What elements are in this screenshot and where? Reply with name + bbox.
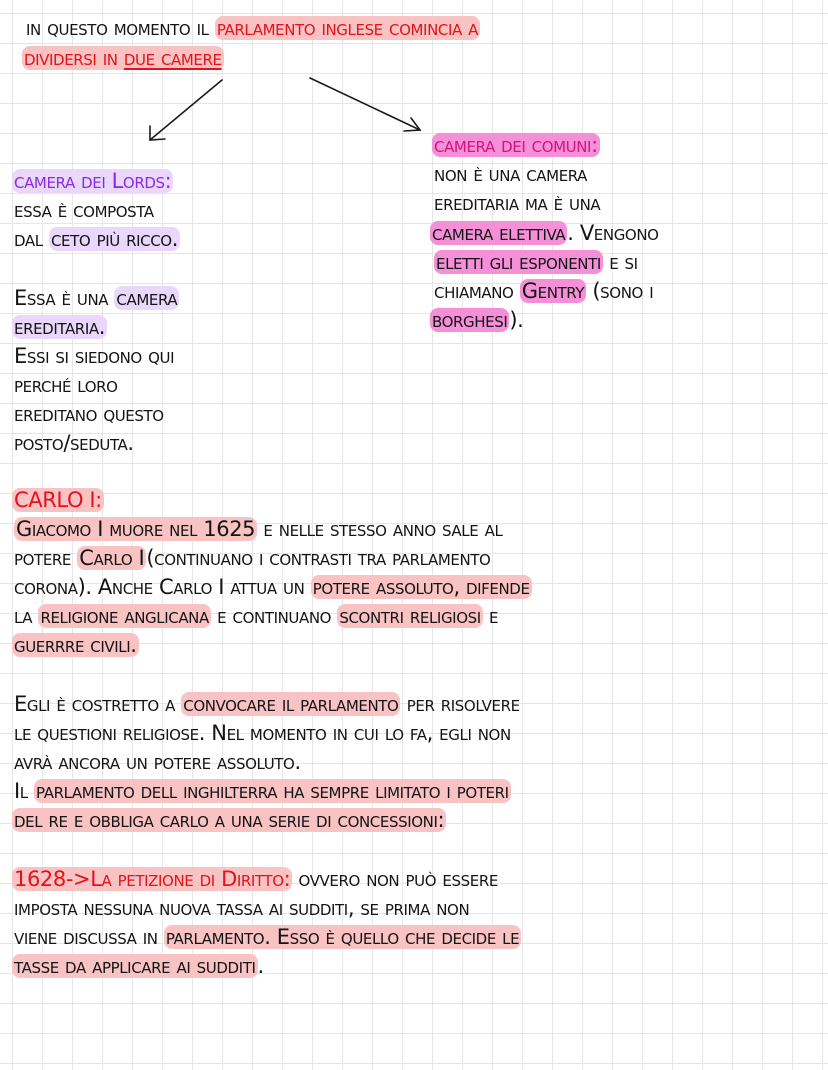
egli-line-1: Egli è costretto a convocare il parlamento per risolvere [14, 692, 520, 716]
petizione-line-2: imposta nessuna nuova tassa ai sudditi, se prima non [14, 896, 470, 920]
lords-line-7: ereditano questo [14, 402, 164, 426]
egli-line-4: Il parlamento dell inghilterra ha sempre limitato i poteri [14, 779, 509, 803]
carlo-line-5: guerrre civili. [14, 633, 137, 657]
arrow-left-icon [150, 80, 222, 140]
petizione-line-3: viene discussa in parlamento. Esso è quello che decide le [14, 925, 520, 949]
comuni-line-2: ereditaria ma è una [434, 191, 601, 215]
comuni-line-6: borghesi). [432, 308, 524, 332]
highlight-ceto: ceto più ricco. [50, 227, 178, 251]
highlight-parlamento: parlamento inglese comincia a [216, 16, 478, 40]
highlight-camera-elettiva: camera elettiva [432, 221, 566, 245]
arrow-right-icon [310, 78, 420, 130]
carlo-line-2: potere Carlo I(continuano i contrasti tra parlamento [14, 546, 491, 570]
carlo-line-3: corona). Anche Carlo I attua un potere assoluto, difende [14, 575, 530, 599]
egli-line-2: le questioni religiose. Nel momento in cui lo fa, egli non [14, 721, 511, 745]
highlight-petizione: 1628->La petizione di Diritto: [14, 867, 291, 891]
comuni-line-5: chiamano Gentry (sono i [434, 279, 654, 303]
lords-line-6: perché loro [14, 373, 118, 397]
underlined-due-camere: due camere [123, 46, 222, 70]
text: in questo momento il [26, 16, 215, 40]
lords-line-4: ereditaria. [14, 315, 105, 339]
comuni-line-3: camera elettiva. Vengono [432, 221, 659, 245]
carlo-line-4: la religione anglicana e continuano scontri religiosi e [14, 604, 499, 628]
carlo-title: CARLO I: [14, 488, 102, 512]
text: dividersi in [24, 46, 124, 70]
highlight-gentry: Gentry [521, 279, 585, 303]
lords-title: camera dei Lords: [14, 169, 172, 193]
branch-arrows [0, 0, 828, 160]
lords-line-5: Essi si siedono qui [14, 344, 175, 368]
lords-line-1: essa è composta [14, 198, 154, 222]
comuni-title: camera dei comuni: [434, 133, 598, 157]
lords-line-8: posto/seduta. [14, 431, 134, 455]
egli-line-3: avrà ancora un potere assoluto. [14, 750, 301, 774]
carlo-line-1: Giacomo I muore nel 1625 e nelle stesso anno sale al [16, 517, 503, 541]
comuni-line-4: eletti gli esponenti e si [436, 250, 638, 274]
petizione-line-4: tasse da applicare ai sudditi. [14, 954, 264, 978]
lords-line-3: Essa è una camera [14, 286, 178, 310]
lords-line-2: dal ceto più ricco. [14, 227, 178, 251]
egli-line-5: del re e obbliga carlo a una serie di concessioni: [14, 808, 445, 832]
petizione-line-1: 1628->La petizione di Diritto: ovvero non può essere [14, 867, 498, 891]
comuni-line-1: non è una camera [434, 162, 588, 186]
